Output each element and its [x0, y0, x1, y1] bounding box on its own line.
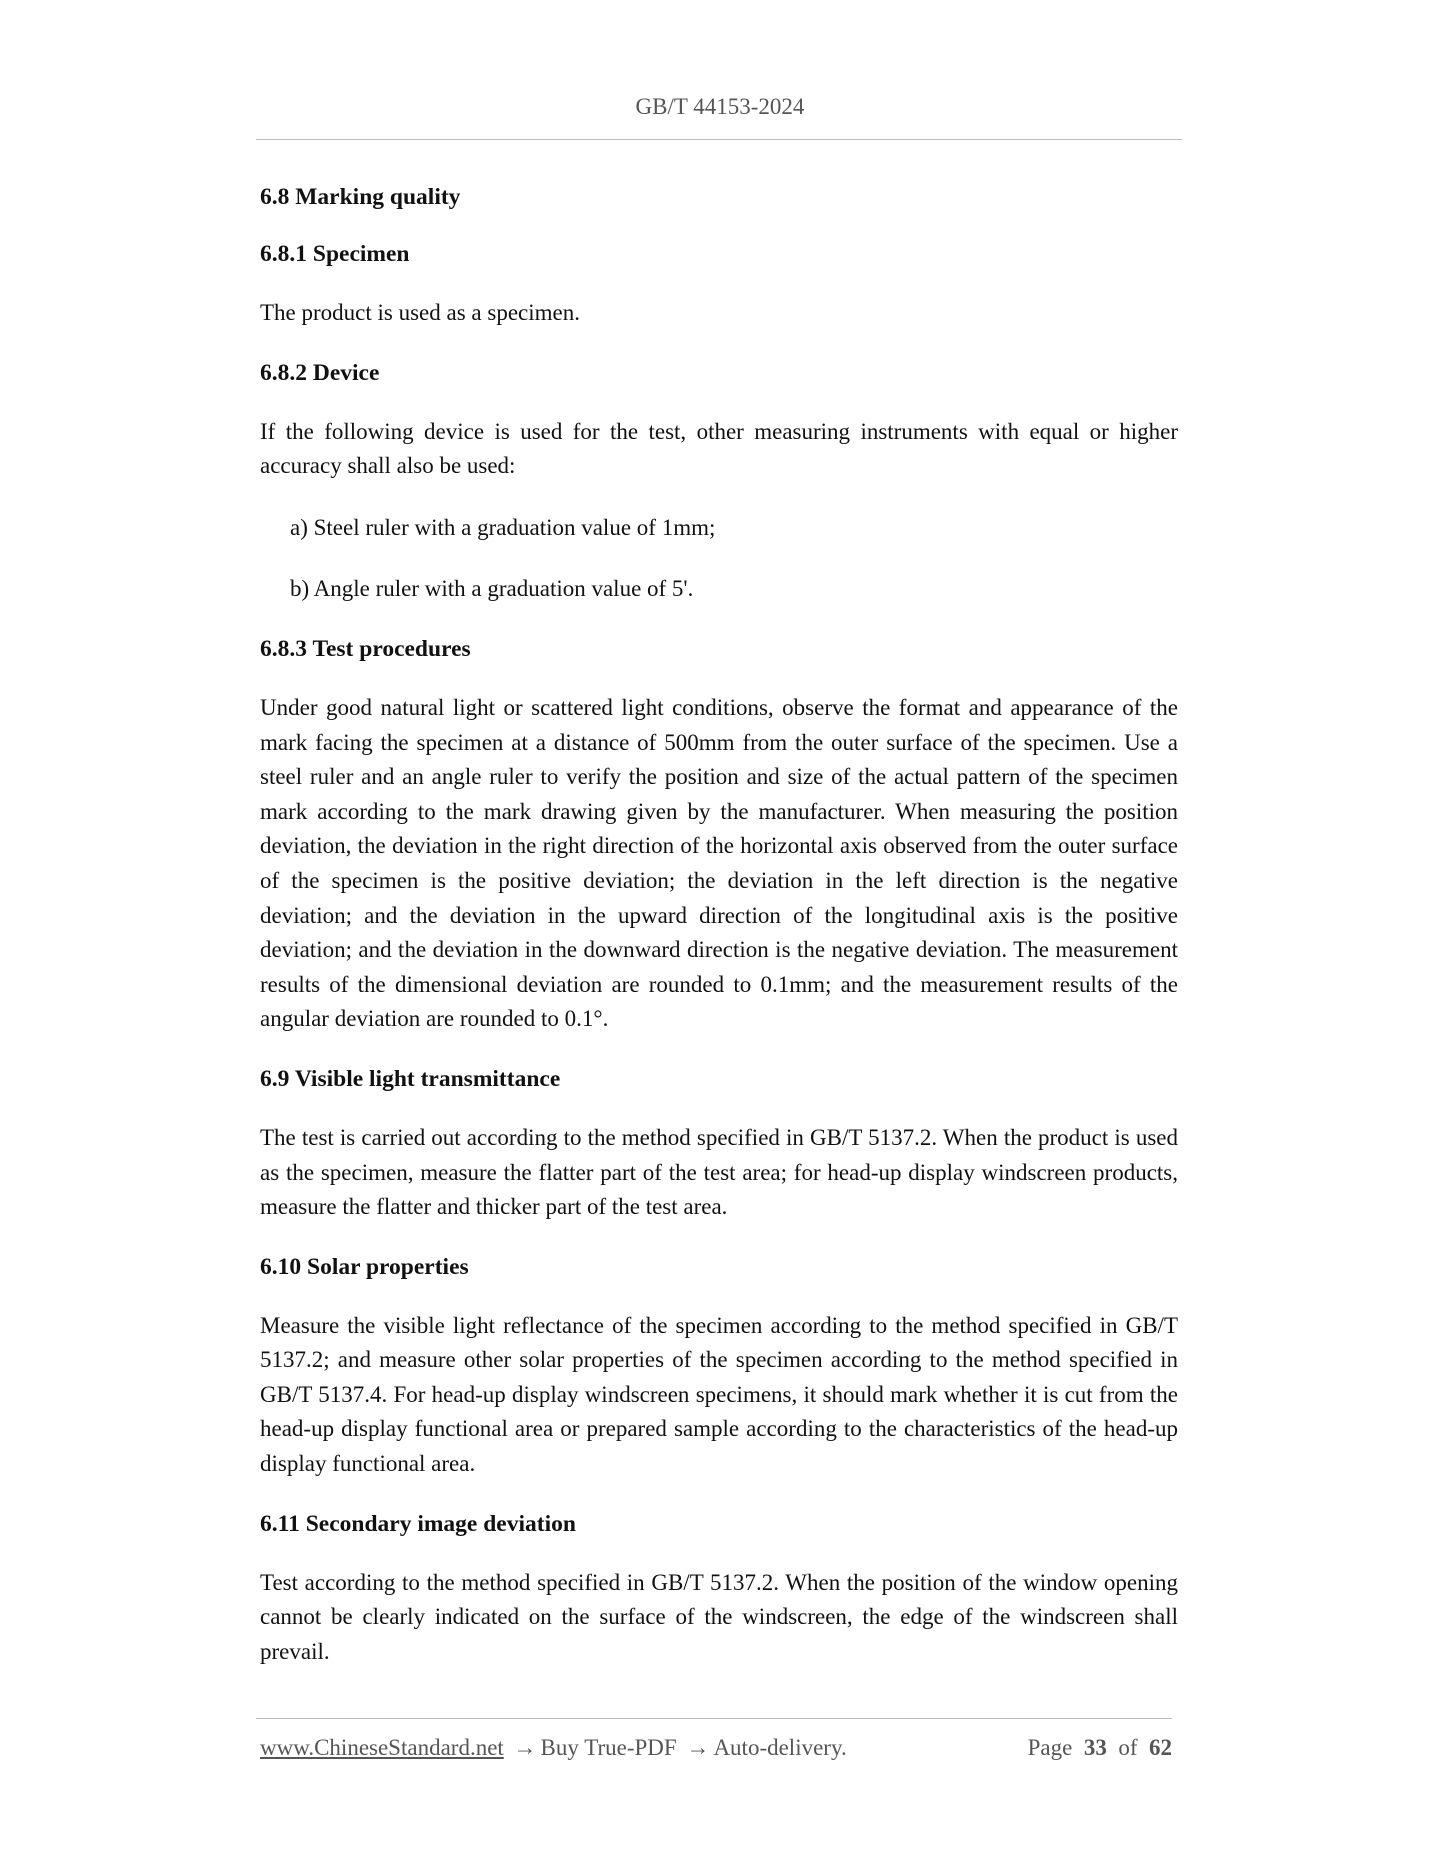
document-id-header: GB/T 44153-2024 — [635, 94, 805, 119]
chinesestandard-link[interactable]: www.ChineseStandard.net — [260, 1735, 504, 1760]
section-6-8-heading: 6.8 Marking quality — [260, 184, 461, 210]
section-6-8-1-heading: 6.8.1 Specimen — [260, 241, 410, 267]
page-total: 62 — [1149, 1735, 1172, 1760]
list-item-b: b) Angle ruler with a graduation value of 5'. — [290, 576, 694, 602]
page-current: 33 — [1083, 1735, 1107, 1760]
section-6-9-text: The test is carried out according to the method specified in GB/T 5137.2. When the product is used as the specimen, measure the flatter part of the test area; for head-up display windscreen products, measure the flatter and thicker part of the test area. — [260, 1124, 1178, 1220]
arrow-right-icon: → — [513, 1735, 537, 1760]
arrow-right-icon: → — [686, 1735, 710, 1760]
footer-promo — [260, 1735, 847, 1760]
section-6-11-text: Test according to the method specified in GB/T 5137.2. When the position of the window opening cannot be clearly indicated on the surface of the windscreen, the edge of the windscreen shall prevail. — [260, 1569, 1178, 1664]
page-content — [260, 182, 1178, 1696]
of-label: of — [1118, 1735, 1138, 1760]
list-item-a: a) Steel ruler with a graduation value of 1mm; — [290, 514, 716, 540]
header-divider — [256, 139, 1182, 140]
section-6-8-2-heading: 6.8.2 Device — [260, 359, 380, 386]
footer-divider — [256, 1718, 1172, 1719]
section-6-8-3-heading: 6.8.3 Test procedures — [260, 635, 471, 662]
section-6-10-heading: 6.10 Solar properties — [260, 1253, 469, 1280]
section-6-11-heading: 6.11 Secondary image deviation — [260, 1510, 576, 1537]
section-6-8-1-text: The product is used as a specimen. — [260, 300, 580, 325]
page-number — [1028, 1735, 1172, 1761]
section-6-9-heading: 6.9 Visible light transmittance — [260, 1065, 561, 1092]
page-label: Page — [1027, 1735, 1073, 1760]
section-6-10-text: Measure the visible light reflectance of the specimen according to the method specified in GB/T 5137.2; and measure other solar properties of the specimen according to the method specified in GB/T 5137.4. For head-up display windscreen specimens, it should mark whether it is cut from the head-up display functional area or prepared sample according to the characteristics of the head-up display functional area. — [260, 1312, 1178, 1477]
section-6-8-3-text: Under good natural light or scattered light conditions, observe the format and appearance of the mark facing the specimen at a distance of 500mm from the outer surface of the specimen. Use a steel ruler and an angle ruler to verify the position and size of the actual pattern of the specimen mark according to the mark drawing given by the manufacturer. When measuring the position deviation, the deviation in the right direction of the horizontal axis observed from the outer surface of the specimen is the positive deviation; the deviation in the left direction is the negative deviation; and the deviation in the upward direction of the longitudinal axis is the positive deviation; and the deviation in the downward direction is the negative deviation. The measurement results of the dimensional deviation are rounded to 0.1mm; and the measurement results of the angular deviation are rounded to 0.1°. — [260, 694, 1178, 1032]
auto-delivery-text: Auto-delivery. — [713, 1735, 847, 1760]
page-footer — [260, 1735, 1172, 1761]
section-6-8-2-text: If the following device is used for the test, other measuring instruments with equal or higher accuracy shall also be used: — [260, 418, 1178, 479]
buy-true-pdf-text: Buy True-PDF — [540, 1735, 677, 1760]
